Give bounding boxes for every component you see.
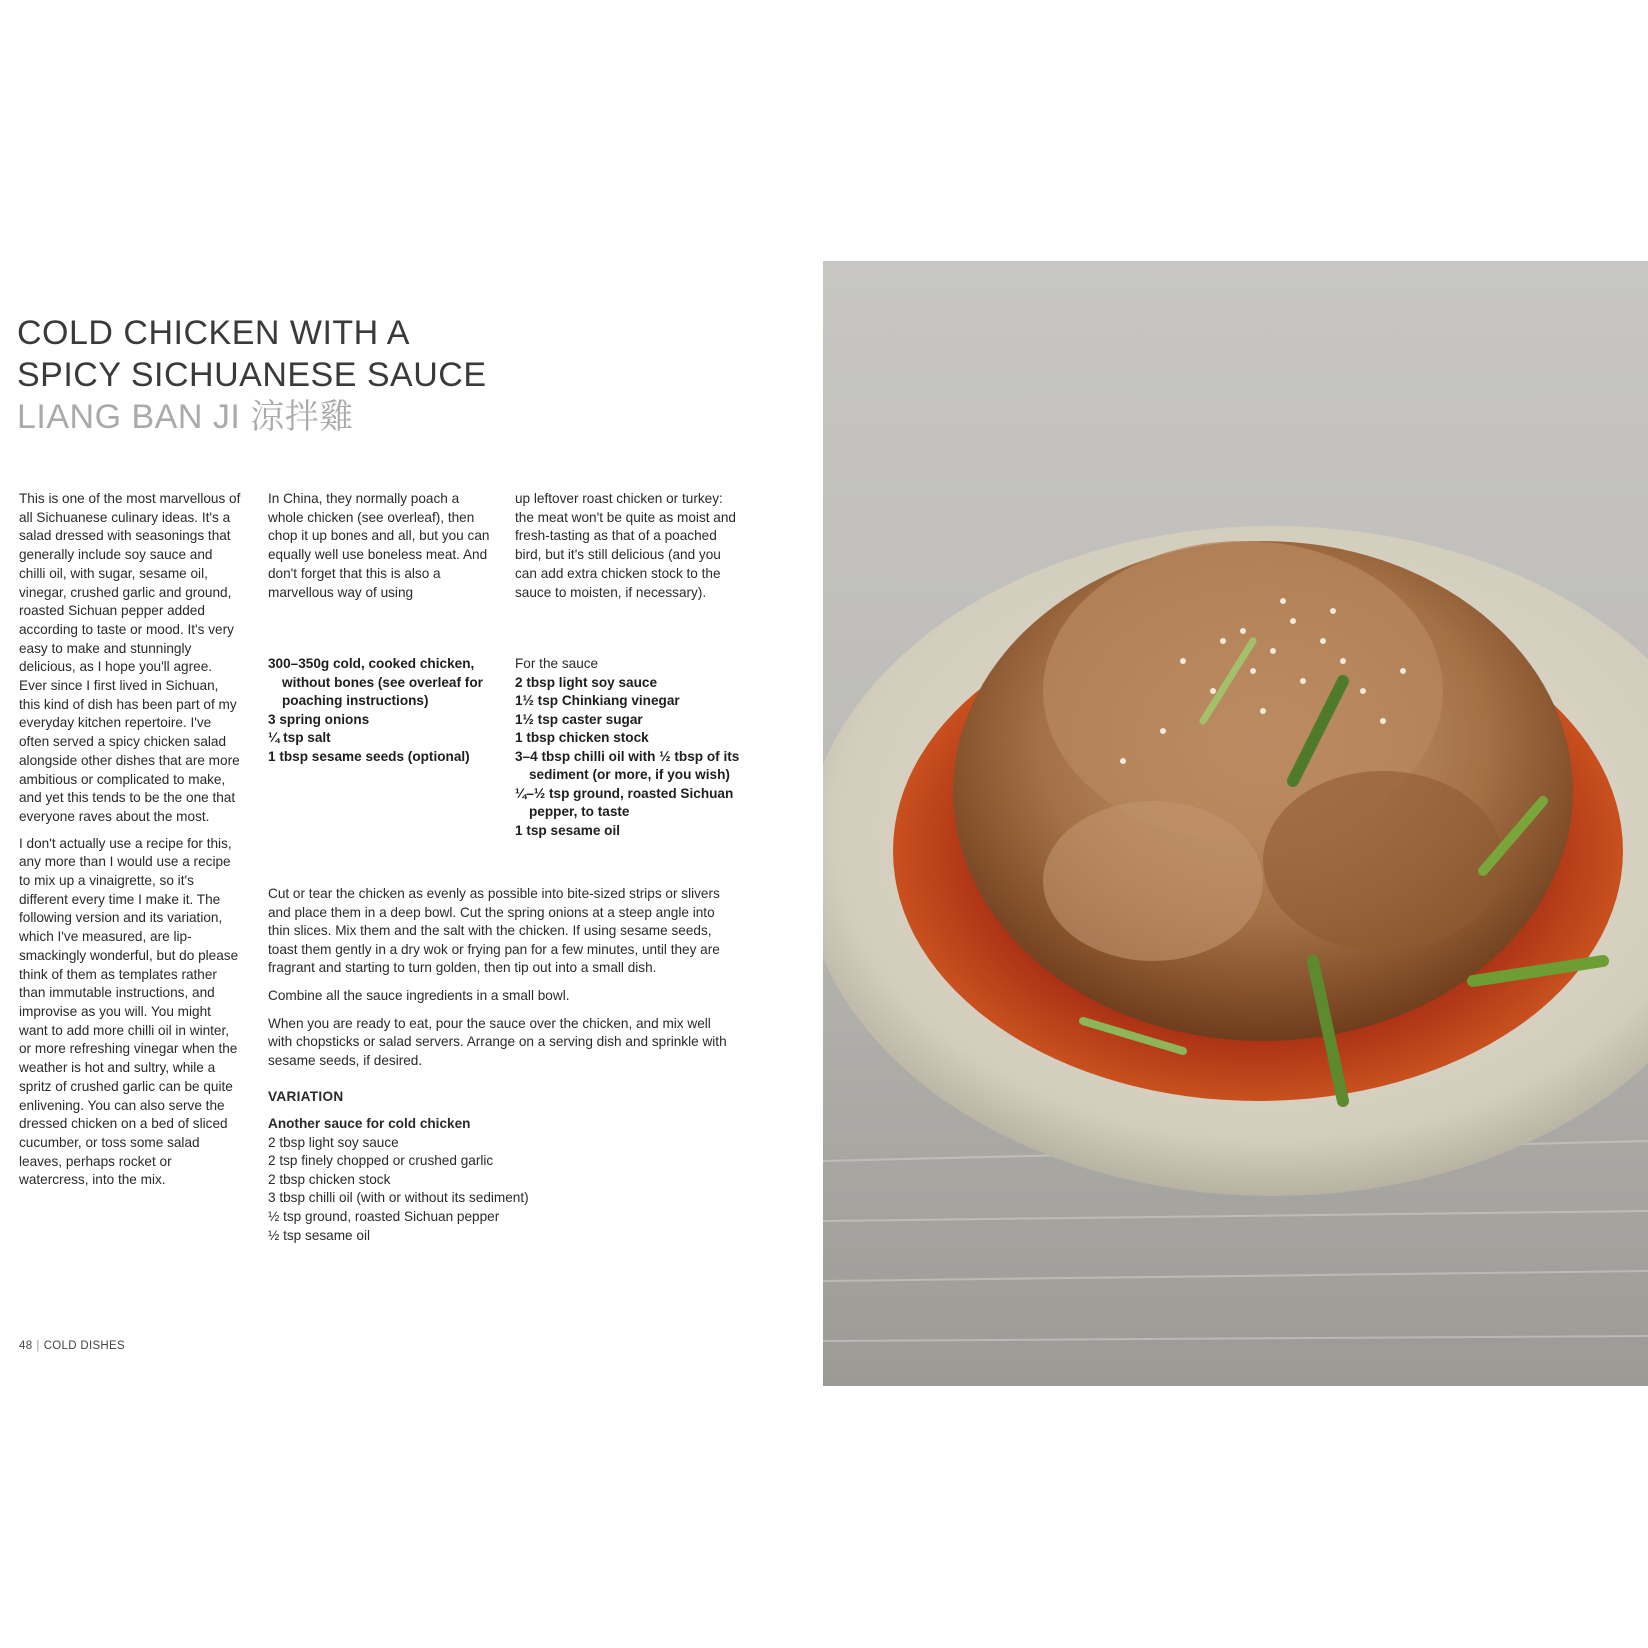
- footer-separator: |: [36, 1340, 40, 1352]
- chicken-pile-shape: [953, 541, 1573, 1041]
- intro-column-1: [19, 490, 241, 1198]
- sauce-item: 1½ tsp caster sugar: [515, 711, 643, 727]
- intro-paragraph-3: In China, they normally poach a whole chicken (see overleaf), then chop it up bones and all, but you can equally well use boneless meat. And don't forget that this is also a marvellous way of using: [268, 491, 490, 600]
- variation-title: VARIATION: [268, 1089, 344, 1105]
- ingredient-item: 3 spring onions: [268, 711, 370, 727]
- recipe-title-line-2: SPICY SICHUANESE SAUCE: [17, 356, 487, 394]
- variation-subtitle: Another sauce for cold chicken: [268, 1115, 471, 1131]
- sauce-item: ¼–½ tsp ground, roasted Sichuan pepper, to taste: [515, 785, 734, 819]
- recipe-subtitle: LIANG BAN JI 涼拌雞: [17, 398, 354, 436]
- intro-column-2: [268, 490, 494, 610]
- ingredient-item: 300–350g cold, cooked chicken, without bones (see overleaf for poaching instructions): [268, 656, 483, 708]
- sauce-item: 1½ tsp Chinkiang vinegar: [515, 693, 680, 708]
- intro-paragraph-2: I don't actually use a recipe for this, any more than I would use a recipe to mix up a vinaigrette, so it's different every time I make it. The following version and its variation, which I've measured, are lip-smackingly wonderful, but do please think of them as templates rather than immutable instructions, and improvise as you will. You might want to add more chilli oil in winter, or more refreshing vinegar when the weather is hot and sultry, while a spritz of crushed garlic can be quite enlivening. You can also serve the dressed chicken on a bed of sliced cucumber, or toss some salad leaves, perhaps rocket or watercress, into the mix.: [19, 835, 239, 1188]
- ingredient-item: 1 tbsp sesame seeds (optional): [268, 748, 470, 764]
- variation-item: 2 tbsp light soy sauce: [268, 1134, 399, 1150]
- variation-item: ½ tsp ground, roasted Sichuan pepper: [268, 1208, 500, 1224]
- variation-item: 2 tsp finely chopped or crushed garlic: [268, 1153, 494, 1169]
- sauce-item: 1 tsp sesame oil: [515, 822, 621, 838]
- method-step-2: Combine all the sauce ingredients in a small bowl.: [268, 987, 570, 1003]
- method-section: [268, 885, 738, 1245]
- section-name: COLD DISHES: [43, 1340, 125, 1352]
- variation-item: 3 tbsp chilli oil (with or without its sediment): [268, 1190, 529, 1206]
- variation-item: 2 tbsp chicken stock: [268, 1171, 391, 1187]
- sauce-heading: For the sauce: [515, 656, 599, 671]
- intro-paragraph-4: up leftover roast chicken or turkey: the meat won't be quite as moist and fresh-tasting as that of a poached bird, but it's still delicious (and you can add extra chicken stock to the sauce to moisten, if necessary).: [515, 491, 736, 600]
- method-step-3: When you are ready to eat, pour the sauce over the chicken, and mix well with chopsticks or salad servers. Arrange on a serving dish and sprinkle with sesame seeds, if desired.: [268, 1015, 727, 1068]
- recipe-title-line-1: COLD CHICKEN WITH A: [17, 314, 410, 352]
- variation-item: ½ tsp sesame oil: [268, 1227, 370, 1243]
- page-footer: [19, 1340, 125, 1352]
- sauce-item: 3–4 tbsp chilli oil with ½ tbsp of its sediment (or more, if you wish): [515, 748, 740, 782]
- main-ingredients-list: [268, 655, 498, 766]
- sauce-ingredients-list: [515, 655, 745, 840]
- intro-paragraph-1: This is one of the most marvellous of all Sichuanese culinary ideas. It's a salad dressed with seasonings that generally include soy sauce and chilli oil, with sugar, sesame oil, vinegar, crushed garlic and ground, roasted Sichuan pepper added according to taste or mood. It's very easy to make and stunningly delicious, as I hope you'll agree. Ever since I first lived in Sichuan, this kind of dish has been part of my everyday kitchen repertoire. I've often served a spicy chicken salad alongside other dishes that are more ambitious or complicated to make, and yet this tends to be the one that everyone raves about the most.: [19, 491, 241, 824]
- sauce-item: 2 tbsp light soy sauce: [515, 674, 658, 690]
- recipe-title-block: [17, 312, 757, 438]
- dish-photo-image: [823, 261, 1648, 1386]
- ingredient-item: ¼ tsp salt: [268, 730, 331, 745]
- intro-column-3: [515, 490, 741, 610]
- page-number: 48: [19, 1340, 33, 1352]
- method-step-1: Cut or tear the chicken as evenly as possible into bite-sized strips or slivers and place them in a deep bowl. Cut the spring onions at a steep angle into thin slices. Mix them and the salt with the chicken. If using sesame seeds, toast them gently in a dry wok or frying pan for a few minutes, until they are fragrant and starting to turn golden, then tip out into a small dish.: [268, 886, 720, 976]
- sauce-item: 1 tbsp chicken stock: [515, 730, 649, 745]
- dish-photo: [823, 261, 1648, 1386]
